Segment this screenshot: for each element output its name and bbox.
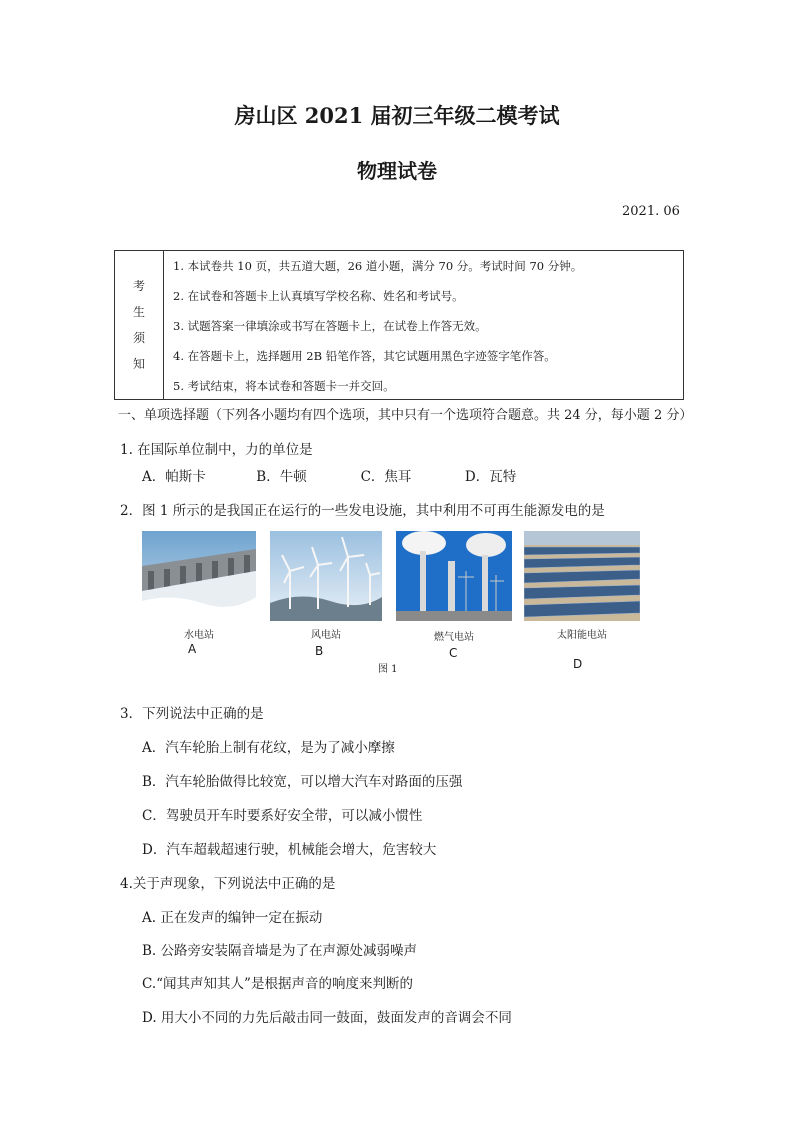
question-1-option-c: C．焦耳 bbox=[360, 469, 412, 485]
notice-item: 3. 试题答案一律填涂或书写在答题卡上，在试卷上作答无效。 bbox=[173, 319, 487, 333]
question-3-option-b: B．汽车轮胎做得比较宽，可以增大汽车对路面的压强 bbox=[142, 774, 463, 790]
wind-station-caption: 风电站 bbox=[311, 630, 341, 641]
figure-1-caption: 图 1 bbox=[378, 664, 398, 675]
notice-label bbox=[115, 251, 164, 399]
candidate-notice-box bbox=[114, 250, 684, 400]
gas-station-photo bbox=[396, 531, 512, 621]
question-4-option-a: A. 正在发声的编钟一定在振动 bbox=[142, 910, 323, 926]
notice-item: 4. 在答题卡上，选择题用 2B 铅笔作答，其它试题用黑色字迹签字笔作答。 bbox=[173, 349, 556, 363]
question-3-option-a: A．汽车轮胎上制有花纹，是为了减小摩擦 bbox=[142, 740, 395, 756]
exam-date: 2021. 06 bbox=[622, 204, 680, 219]
gas-station-caption: 燃气电站 bbox=[434, 632, 474, 643]
option-d-label: D bbox=[573, 657, 583, 671]
hydro-station-caption: 水电站 bbox=[184, 630, 214, 641]
notice-label-char: 生 bbox=[132, 305, 145, 319]
question-4-option-d: D. 用大小不同的力先后敲击同一鼓面，鼓面发声的音调会不同 bbox=[142, 1010, 512, 1026]
notice-item: 5. 考试结束，将本试卷和答题卡一并交回。 bbox=[173, 379, 395, 393]
notice-label-char: 须 bbox=[132, 331, 145, 345]
exam-subtitle: 物理试卷 bbox=[357, 159, 437, 183]
question-1-option-b: B．牛顿 bbox=[256, 469, 307, 485]
section-heading: 一、单项选择题（下列各小题均有四个选项，其中只有一个选项符合题意。共 24 分，每小题 2 分） bbox=[118, 408, 693, 423]
question-1-stem: 1. 在国际单位制中，力的单位是 bbox=[120, 442, 313, 458]
wind-station-photo bbox=[270, 531, 382, 621]
option-c-label: C bbox=[449, 646, 458, 660]
question-1-option-d: D．瓦特 bbox=[464, 469, 517, 485]
option-b-label: B bbox=[315, 644, 324, 658]
question-4-option-c: C.“闻其声知其人”是根据声音的响度来判断的 bbox=[142, 976, 413, 992]
question-3-stem: 3．下列说法中正确的是 bbox=[120, 706, 264, 722]
notice-items bbox=[173, 255, 677, 405]
option-a-label: A bbox=[188, 642, 197, 656]
solar-station-caption: 太阳能电站 bbox=[557, 630, 607, 641]
notice-label-char: 知 bbox=[132, 357, 145, 371]
question-4-option-b: B. 公路旁安装隔音墙是为了在声源处减弱噪声 bbox=[142, 943, 418, 959]
question-2-stem: 2．图 1 所示的是我国正在运行的一些发电设施，其中利用不可再生能源发电的是 bbox=[120, 503, 605, 519]
question-1-option-a: A．帕斯卡 bbox=[142, 469, 206, 485]
question-3-option-c: C．驾驶员开车时要系好安全带，可以减小惯性 bbox=[142, 808, 423, 824]
question-3-option-d: D．汽车超载超速行驶，机械能会增大，危害较大 bbox=[142, 842, 437, 858]
question-1-options bbox=[142, 465, 516, 485]
notice-item: 2. 在试卷和答题卡上认真填写学校名称、姓名和考试号。 bbox=[173, 289, 464, 303]
exam-title: 房山区 2021 届初三年级二模考试 bbox=[234, 103, 560, 128]
hydro-station-photo bbox=[142, 531, 256, 621]
notice-label-char: 考 bbox=[132, 279, 145, 293]
solar-station-photo bbox=[524, 531, 640, 621]
question-4-stem: 4.关于声现象，下列说法中正确的是 bbox=[120, 876, 336, 892]
notice-item: 1. 本试卷共 10 页，共五道大题，26 道小题，满分 70 分。考试时间 70 分钟。 bbox=[173, 259, 583, 273]
